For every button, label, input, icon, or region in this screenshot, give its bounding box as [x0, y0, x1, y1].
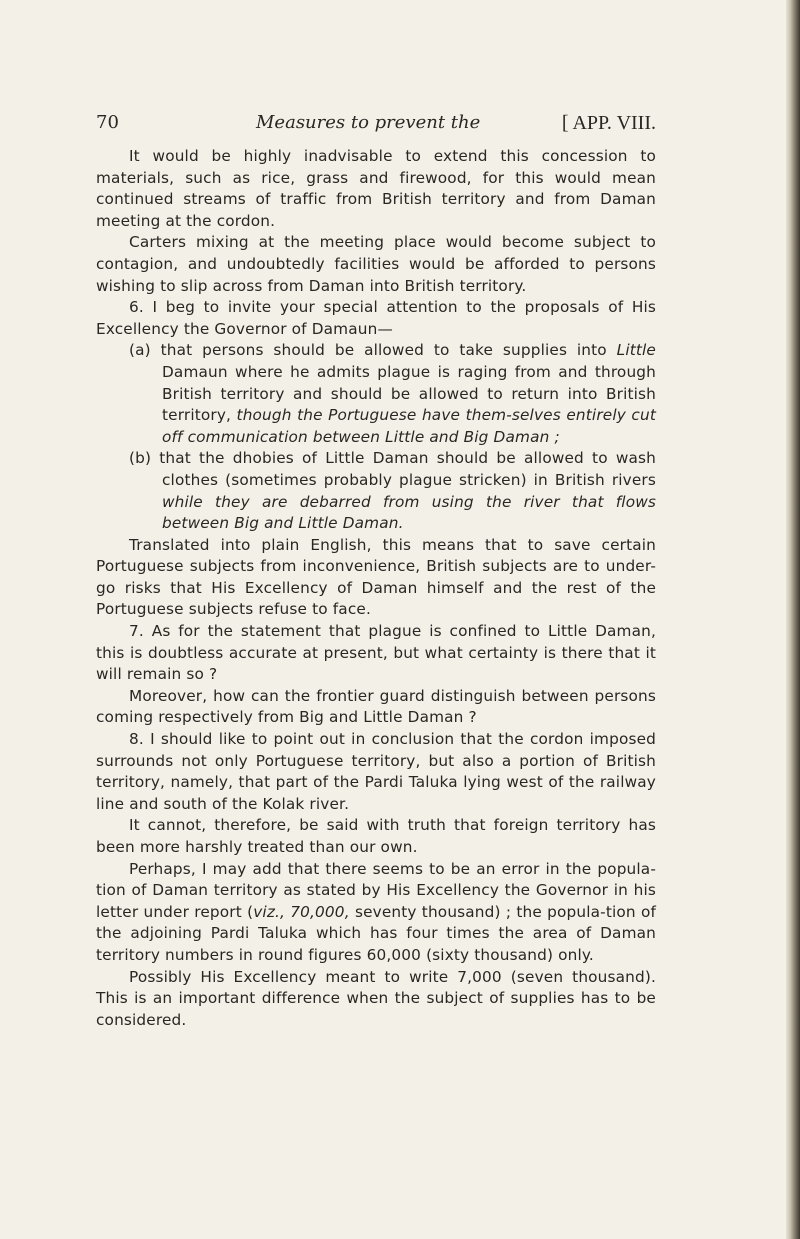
list-item-a — [129, 340, 656, 448]
paragraph: Translated into plain English, this means that to save certain Portuguese subjects from inconvenience, British subjects are to under-go risks that His Excellency of Daman himself and the rest of the Portuguese subjects refuse to face. — [96, 535, 656, 619]
appendix-label: [ APP. VIII. — [561, 112, 656, 134]
page-header — [96, 112, 656, 140]
book-edge — [786, 0, 800, 1239]
running-title: Measures to prevent the — [256, 112, 481, 133]
list-item-b — [129, 448, 656, 534]
paragraph: Possibly His Excellency meant to write 7,000 (seven thousand). This is an important difference when the subject of supplies has to be considered. — [96, 967, 656, 1029]
paragraph: Carters mixing at the meeting place would become subject to contagion, and undoubtedly facilities would be afforded to persons wishing to slip across from Daman into British territory. — [96, 233, 656, 295]
paragraph-text: seventy thousand) ; the popula-tion of the adjoining Pardi Taluka which has four times the area of Daman territory numbers in round figures 60,000 (sixty thousand) only. — [96, 902, 657, 964]
item-text: that persons should be allowed to take supplies into — [150, 341, 617, 360]
item-italic: Little — [616, 341, 656, 360]
item-italic: while they are debarred from using the river that flows between Big and Little Daman. — [162, 492, 656, 533]
item-text: that the dhobies of Little Daman should be allowed to wash clothes (sometimes probably plague stricken) in British rivers — [151, 449, 656, 489]
paragraph — [96, 859, 656, 967]
item-text: Damaun where he admits plague is raging from and through British territory and should be allowed to return into British territory, — [162, 362, 656, 425]
page-number: 70 — [96, 112, 119, 133]
paragraph: It would be highly inadvisable to extend this concession to materials, such as rice, grass and firewood, for this would mean continued streams of traffic from British territory and from Daman meeting at the cordon. — [96, 147, 656, 230]
item-italic: though the Portuguese have them-selves entirely cut off communication between Little and Big Daman ; — [162, 406, 656, 446]
item-label: (a) — [129, 341, 151, 360]
paragraph: Moreover, how can the frontier guard distinguish between persons coming respectively from Big and Little Daman ? — [96, 686, 656, 727]
paragraph-italic: viz., 70,000, — [253, 902, 350, 921]
item-label: (b) — [129, 449, 152, 468]
paragraph: 7. As for the statement that plague is confined to Little Daman, this is doubtless accurate at present, but what certainty is there that it will remain so ? — [96, 622, 656, 684]
paragraph: 8. I should like to point out in conclusion that the cordon imposed surrounds not only Portuguese territory, but also a portion of British territory, namely, that part of the Pardi Taluka lying west of the railway line and south of the Kolak river. — [96, 730, 656, 813]
paragraph-text: Perhaps, I may add that there seems to be an error in the popula-tion of Daman territory as stated by His Excellency the Governor in his letter under report ( — [96, 859, 656, 921]
body-text — [96, 146, 656, 1031]
paragraph: It cannot, therefore, be said with truth that foreign territory has been more harshly treated than our own. — [96, 816, 656, 856]
paragraph: 6. I beg to invite your special attention to the proposals of His Excellency the Governor of Damaun— — [96, 298, 656, 338]
